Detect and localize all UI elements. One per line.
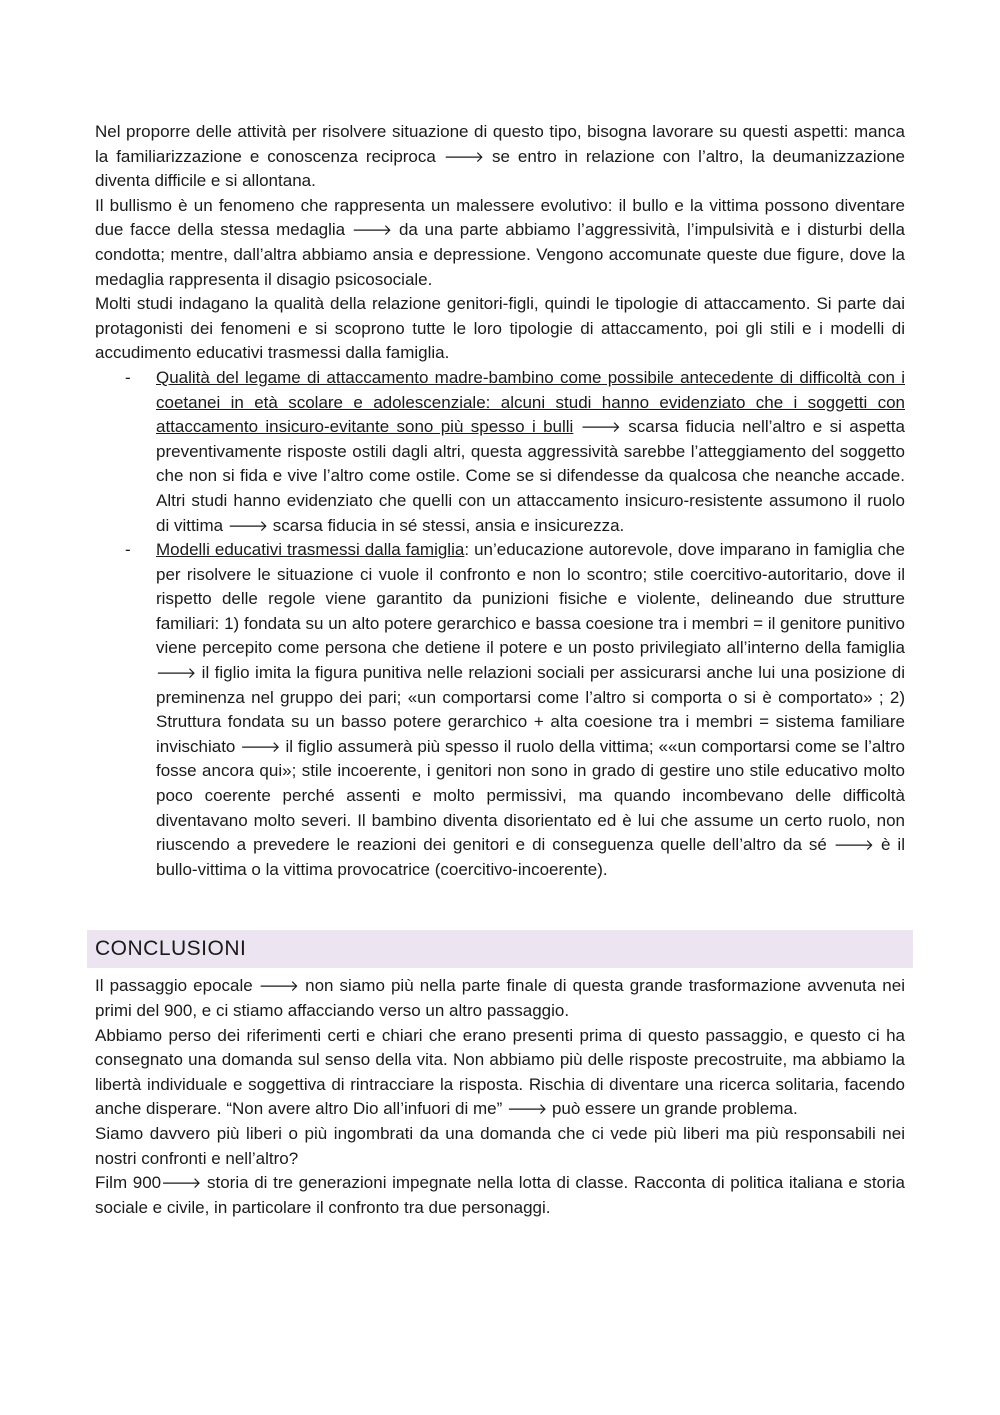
- arrow-icon: 🡒: [240, 737, 281, 756]
- arrow-icon: 🡒: [506, 1100, 548, 1119]
- text-run: Il passaggio epocale: [95, 976, 253, 996]
- intro-paragraph-2: [95, 194, 905, 292]
- arrow-icon: 🡒: [443, 147, 485, 166]
- text-run: scarsa fiducia nell’altro e si aspetta preventivamente risposte ostili dagli altri, questa aggressività sarebbe l’atteggiamento del soggetto che non si fida e vive l’altro come ostile. Come se si difendesse da qualcosa che neanche accade. Altri studi hanno evidenziato che quelli con un attaccamento insicuro-resistente assumono il ruolo di vittima: [156, 417, 905, 535]
- text-run: Abbiamo perso dei riferimenti certi e chiari che erano presenti prima di questo passaggio, e questo ci ha consegnato una domanda sul senso della vita. Non abbiamo più delle risposte precostruite, ma abbiamo la libertà individuale e soggettiva di rintracciare la risposta. Rischia di diventare una ricerca solitaria, facendo anche disperare. “Non avere altro Dio all’infuori di me”: [95, 1025, 905, 1119]
- arrow-icon: 🡒: [258, 977, 300, 996]
- text-run: storia di tre generazioni impegnate nella lotta di classe. Racconta di politica italiana e storia sociale e civile, in particolare il confronto tra due personaggi.: [95, 1173, 905, 1217]
- arrow-icon: 🡒: [227, 516, 269, 535]
- underlined-heading: Modelli educativi trasmessi dalla famiglia: [156, 540, 465, 560]
- text-run: scarsa fiducia in sé stessi, ansia e insicurezza.: [272, 515, 625, 535]
- list-item-attachment: [95, 366, 905, 538]
- conclusioni-paragraph-1: [95, 974, 905, 1023]
- section-header-conclusioni: [87, 930, 913, 968]
- arrow-icon: 🡒: [161, 1174, 202, 1193]
- conclusioni-paragraph-2: [95, 1024, 905, 1122]
- section-title: CONCLUSIONI: [95, 937, 247, 961]
- text-run: il figlio imita la figura punitiva nelle relazioni sociali per assicurarsi anche lui una posizione di preminenza nel gruppo dei pari; «un comportarsi come l’altro si comporta o si è comportato» ; 2) Struttura fondata su un basso potere gerarchico + alta coesione tra i membri = sistema familiare invischiato: [156, 663, 905, 756]
- arrow-icon: 🡒: [580, 418, 621, 437]
- underlined-heading: Qualità del legame di attaccamento madre-bambino come possibile antecedente di difficoltà con i coetanei in età scolare e adolescenziale: alcuni studi hanno evidenziato che i soggetti con attaccamento insicuro-evitante sono più spesso i bulli: [156, 367, 905, 437]
- text-run: il figlio assumerà più spesso il ruolo della vittima; ««un comportarsi come se l’altro fosse ancora qui»; stile incoerente, i genitori non sono in grado di gestire uno stile educativo molto poco coerente perché assenti e molto permissivi, ma quando incombevano delle difficoltà diventavano molto severi. Il bambino diventa disorientato ed è lui che assume un certo ruolo, non riuscendo a prevedere le reazioni dei genitori e di conseguenza quelle dell’altro da sé: [156, 736, 905, 855]
- text-run: è il bullo-vittima o la vittima provocatrice (coercitivo-incoerente).: [156, 835, 905, 879]
- text-run: : un’educazione autorevole, dove imparano in famiglia che per risolvere le situazione ci vuole il confronto e non lo scontro; stile coercitivo-autoritario, dove il rispetto delle regole viene garantito da punizioni fisiche e violente, delineando due strutture familiari: 1) fondata su un alto potere gerarchico e bassa coesione tra i membri = il genitore punitivo viene percepito come persona che detiene il potere e un posto privilegiato all’interno della famiglia: [156, 540, 906, 658]
- conclusioni-paragraph-3: Siamo davvero più liberi o più ingombrati da una domanda che ci vede più liberi ma più responsabili nei nostri confronti e nell’altro?: [95, 1123, 905, 1168]
- document-page: [95, 120, 905, 1220]
- arrow-icon: 🡒: [833, 836, 875, 855]
- arrow-icon: 🡒: [351, 221, 393, 240]
- text-run: può essere un grande problema.: [551, 1099, 798, 1119]
- text-run: Film 900: [95, 1173, 162, 1193]
- arrow-icon: 🡒: [156, 664, 197, 683]
- conclusioni-paragraph-4: [95, 1171, 905, 1220]
- intro-paragraph-3: Molti studi indagano la qualità della relazione genitori-figli, quindi le tipologie di attaccamento. Si parte dai protagonisti dei fenomeni e si scoprono tutte le loro tipologie di attaccamento, poi gli stili e i modelli di accudimento educativi trasmessi dalla famiglia.: [95, 294, 905, 363]
- text-run: Nel proporre delle attività per risolvere situazione di questo tipo, bisogna lavorare su questi aspetti: manca la familiarizzazione e conoscenza reciproca: [95, 122, 905, 166]
- text-run: non siamo più nella parte finale di questa grande trasformazione avvenuta nei primi del 900, e ci stiamo affacciando verso un altro passaggio.: [95, 976, 905, 1020]
- dash-bullet: -: [125, 540, 131, 560]
- bullet-list: [95, 366, 905, 882]
- text-run: Il bullismo è un fenomeno che rappresenta un malessere evolutivo: il bullo e la vittima possono diventare due facce della stessa medaglia: [95, 195, 905, 240]
- dash-bullet: -: [125, 367, 131, 387]
- text-run: da una parte abbiamo l’aggressività, l’impulsività e i disturbi della condotta; mentre, dall’altra abbiamo ansia e depressione. Vengono accomunate queste due figure, dove la medaglia rappresenta il disagio psicosociale.: [95, 220, 905, 289]
- list-item-educational-models: [95, 538, 905, 882]
- intro-paragraph-1: [95, 120, 905, 194]
- text-run: se entro in relazione con l’altro, la deumanizzazione diventa difficile e si allontana.: [95, 146, 905, 191]
